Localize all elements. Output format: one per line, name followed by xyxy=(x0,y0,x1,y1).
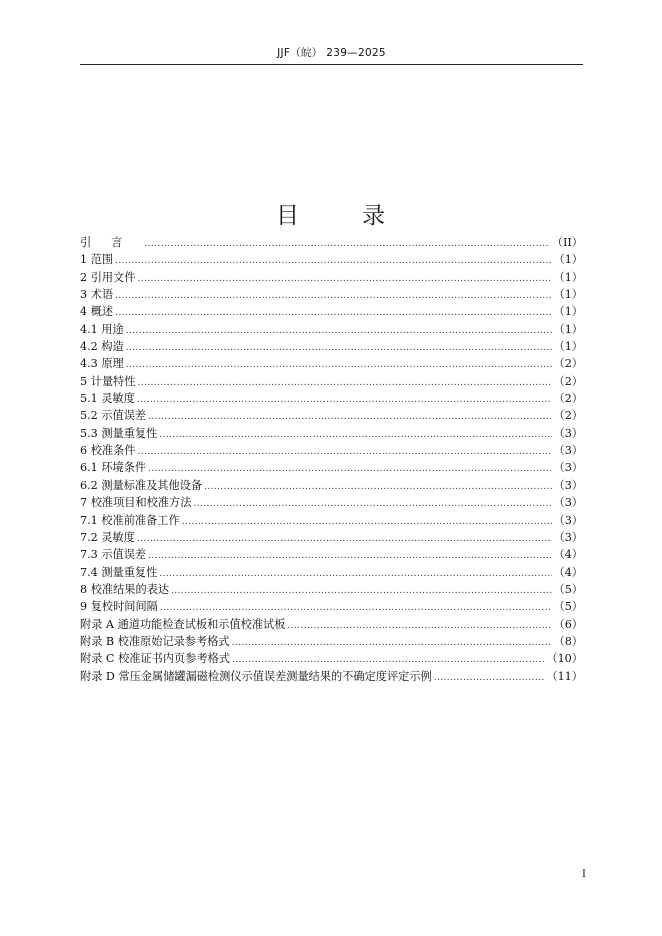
dot-leader xyxy=(115,288,551,305)
toc-entry-title: 校准结果的表达 xyxy=(90,582,170,596)
toc-entry[interactable] xyxy=(80,269,583,286)
toc-entry-number: 4.3 xyxy=(80,357,98,371)
toc-entry[interactable] xyxy=(80,494,583,511)
dot-leader xyxy=(137,444,551,461)
toc-entry-title: 测量重复性 xyxy=(101,565,158,579)
toc-entry-number: 4.1 xyxy=(80,322,98,336)
toc-entry-number: 2 xyxy=(80,270,88,284)
dot-leader xyxy=(126,357,552,374)
dot-leader xyxy=(148,548,551,565)
toc-entry-page: （8） xyxy=(553,634,583,648)
toc-entry-number: 8 xyxy=(80,582,88,596)
toc-entry[interactable] xyxy=(80,286,583,303)
toc-entry-title: 示值误差 xyxy=(101,548,147,562)
dot-leader xyxy=(204,479,551,496)
toc-entry-number: 附录 C xyxy=(80,652,115,666)
dot-leader xyxy=(287,618,551,635)
toc-entry-title: 环境条件 xyxy=(101,461,147,475)
toc-entry-appendix[interactable] xyxy=(80,616,583,633)
toc-entry-page: （4） xyxy=(553,565,583,579)
toc-entry[interactable] xyxy=(80,321,583,338)
toc-entry-number: 3 xyxy=(80,288,88,302)
dot-leader xyxy=(182,514,552,531)
toc-entry-title: 测量标准及其他设备 xyxy=(101,478,203,492)
toc-entry-page: （4） xyxy=(553,548,583,562)
toc-entry-page: （3） xyxy=(553,461,583,475)
toc-entry-page: （2） xyxy=(553,374,583,388)
toc-entry-number: 5.1 xyxy=(80,392,98,406)
toc-entry-page: （3） xyxy=(553,426,583,440)
toc-entry[interactable] xyxy=(80,355,583,372)
toc-entry-number: 5.3 xyxy=(80,426,98,440)
toc-entry-number: 6.1 xyxy=(80,461,98,475)
dot-leader xyxy=(148,409,551,426)
toc-entry-title: 用途 xyxy=(101,322,124,336)
dot-leader xyxy=(434,670,545,687)
toc-entry-number: 附录 A xyxy=(80,617,115,631)
toc-entry[interactable] xyxy=(80,564,583,581)
toc-entry-number: 5.2 xyxy=(80,409,98,423)
toc-entry-number: 6.2 xyxy=(80,478,98,492)
toc-entry[interactable] xyxy=(80,442,583,459)
toc-entry-page: （1） xyxy=(553,305,583,319)
dot-leader xyxy=(137,375,551,392)
dot-leader xyxy=(126,340,552,357)
toc-entry-foreword[interactable] xyxy=(80,234,583,251)
dot-leader xyxy=(159,566,551,583)
toc-title-part-2: 录 xyxy=(362,203,386,229)
toc-entry[interactable] xyxy=(80,546,583,563)
dot-leader xyxy=(159,427,551,444)
toc-entry-title: 常压金属储罐漏磁检测仪示值误差测量结果的不确定度评定示例 xyxy=(118,669,432,683)
toc-entry-number: 9 xyxy=(80,600,88,614)
toc-entry-page: （1） xyxy=(553,253,583,267)
toc-entry-number: 7.1 xyxy=(80,513,98,527)
dot-leader xyxy=(232,635,552,652)
toc-entry-number: 7.2 xyxy=(80,530,98,544)
toc-entry-number: 4.2 xyxy=(80,340,98,354)
toc-entry[interactable] xyxy=(80,512,583,529)
toc-entry-page: （3） xyxy=(553,478,583,492)
toc-entry-page: （2） xyxy=(553,409,583,423)
toc-entry-title: 构造 xyxy=(101,340,124,354)
toc-entry-number: 7.4 xyxy=(80,565,98,579)
toc-entry[interactable] xyxy=(80,407,583,424)
toc-entry-title: 校准原始记录参考格式 xyxy=(117,634,230,648)
toc-entry-page: （2） xyxy=(553,357,583,371)
dot-leader xyxy=(137,531,552,548)
toc-entry-page: （3） xyxy=(553,496,583,510)
toc-entry-title: 引言 xyxy=(80,236,143,249)
toc-title xyxy=(0,200,662,232)
toc-entry-page: （3） xyxy=(553,513,583,527)
toc-entry-number: 4 xyxy=(80,305,88,319)
page-number: I xyxy=(582,869,586,880)
toc-entry-number: 附录 B xyxy=(80,634,115,648)
toc-entry-title: 计量特性 xyxy=(90,374,136,388)
toc-entry[interactable] xyxy=(80,425,583,442)
toc-entry-page: （5） xyxy=(553,600,583,614)
toc-title-part-1: 目 xyxy=(276,203,300,229)
toc-entry-page: （3） xyxy=(553,530,583,544)
toc-entry-page: （11） xyxy=(546,669,583,683)
toc-entry-title: 术语 xyxy=(90,288,114,302)
toc-entry-title: 灵敏度 xyxy=(101,392,135,406)
toc-entry-title: 校准前准备工作 xyxy=(101,513,180,527)
toc-entry[interactable] xyxy=(80,459,583,476)
toc-entry[interactable] xyxy=(80,303,583,320)
toc-entry-page: （6） xyxy=(553,617,583,631)
dot-leader xyxy=(115,305,551,322)
toc-entry-appendix[interactable] xyxy=(80,650,583,667)
toc-entry-title: 校准项目和校准方法 xyxy=(90,496,192,510)
toc-entry-title: 灵敏度 xyxy=(101,530,135,544)
toc-entry-page: （3） xyxy=(553,444,583,458)
toc-entry[interactable] xyxy=(80,598,583,615)
toc-entry-title: 复校时间间隔 xyxy=(90,600,158,614)
dot-leader xyxy=(115,253,551,270)
toc-entry-title: 校准条件 xyxy=(90,444,136,458)
toc-entry[interactable] xyxy=(80,373,583,390)
toc-entry-number: 5 xyxy=(80,374,88,388)
toc-entry-number: 7.3 xyxy=(80,548,98,562)
toc-entry-number: 7 xyxy=(80,496,88,510)
dot-leader xyxy=(144,236,549,253)
toc-entry-title: 测量重复性 xyxy=(101,426,158,440)
toc-entry-title: 原理 xyxy=(101,357,124,371)
toc-entry-appendix[interactable] xyxy=(80,633,583,650)
toc-entry-page: （II） xyxy=(551,236,583,249)
toc-entry-page: （1） xyxy=(553,322,583,336)
toc-entry-appendix[interactable] xyxy=(80,668,583,685)
toc-entry[interactable] xyxy=(80,251,583,268)
toc-entry-title: 示值误差 xyxy=(101,409,147,423)
toc-entry-page: （5） xyxy=(553,582,583,596)
document-header xyxy=(80,44,583,65)
toc-entry[interactable] xyxy=(80,581,583,598)
dot-leader xyxy=(148,461,551,478)
toc-entry-number: 1 xyxy=(80,253,88,267)
dot-leader xyxy=(126,323,552,340)
toc-entry-title: 概述 xyxy=(90,305,114,319)
standard-code: JJF（皖） 239—2025 xyxy=(277,47,386,59)
toc-entry-title: 校准证书内页参考格式 xyxy=(118,652,230,666)
dot-leader xyxy=(171,583,551,600)
toc-entry[interactable] xyxy=(80,477,583,494)
table-of-contents xyxy=(80,234,583,685)
toc-entry[interactable] xyxy=(80,529,583,546)
dot-leader xyxy=(137,392,552,409)
toc-entry-title: 通道功能检查试板和示值校准试板 xyxy=(117,617,286,631)
toc-entry[interactable] xyxy=(80,338,583,355)
toc-entry-title: 范围 xyxy=(90,253,114,267)
toc-entry-number: 6 xyxy=(80,444,88,458)
dot-leader xyxy=(193,496,551,513)
toc-entry-page: （2） xyxy=(553,392,583,406)
toc-entry[interactable] xyxy=(80,390,583,407)
toc-entry-page: （1） xyxy=(553,340,583,354)
dot-leader xyxy=(137,271,551,288)
toc-entry-number: 附录 D xyxy=(80,669,115,683)
toc-entry-title: 引用文件 xyxy=(90,270,136,284)
toc-entry-page: （1） xyxy=(553,288,583,302)
toc-entry-page: （1） xyxy=(553,270,583,284)
toc-entry-page: （10） xyxy=(546,652,583,666)
